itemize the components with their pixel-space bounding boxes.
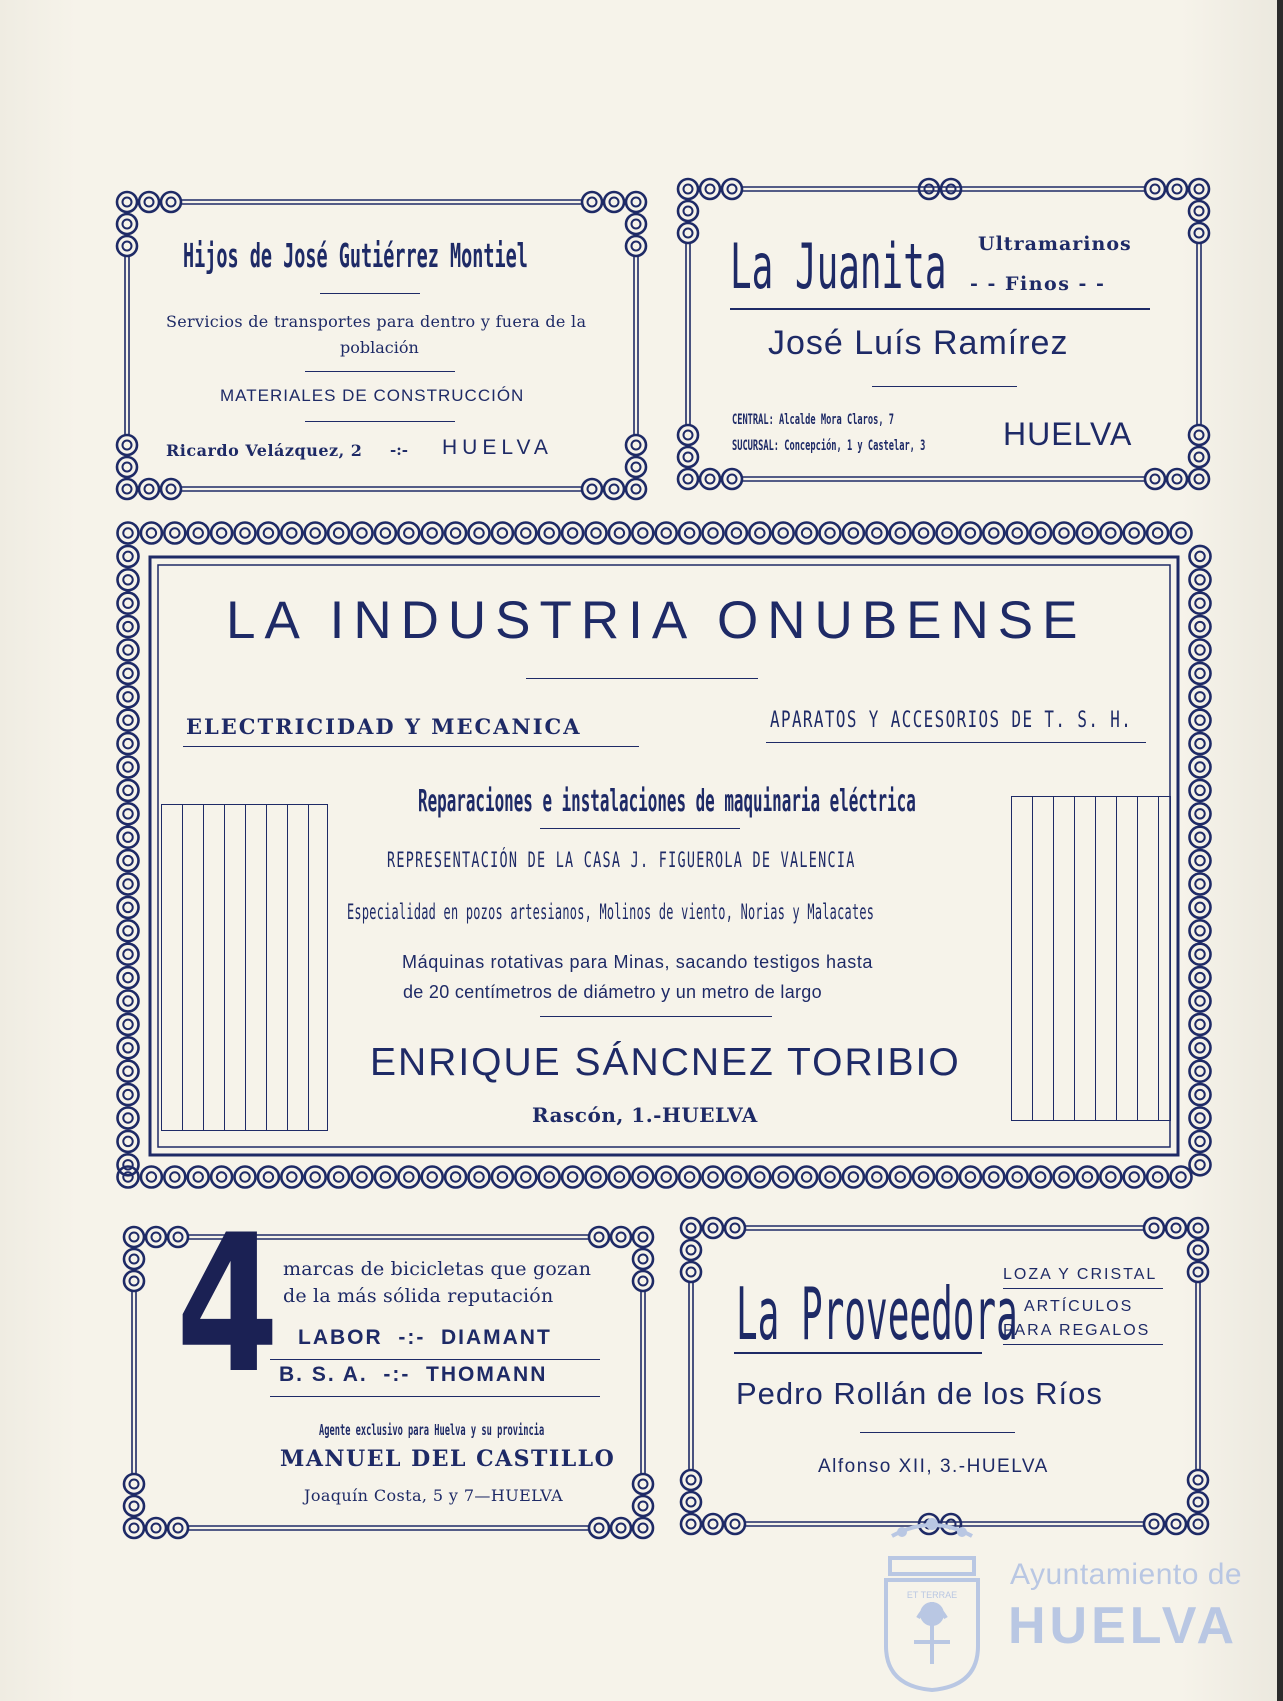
ad4-number: 4	[176, 1194, 280, 1415]
ad1-rule	[320, 293, 420, 294]
ad1-separator: -:-	[390, 441, 408, 459]
ad4-line2: de la más sólida reputación	[283, 1285, 554, 1307]
ad3-left-head: ELECTRICIDAD Y MECANICA	[186, 714, 582, 739]
ad3-rule-left	[183, 746, 639, 747]
ad3-right-head: APARATOS Y ACCESORIOS DE T. S. H.	[770, 708, 1133, 733]
ad3-left-grille	[161, 804, 328, 1131]
ad5-rule	[734, 1352, 982, 1354]
ad2-city: HUELVA	[1003, 416, 1133, 452]
ad3-line3: Especialidad en pozos artesianos, Molinos de viento, Norias y Malacates	[347, 900, 875, 924]
watermark-line1: Ayuntamiento de	[1010, 1558, 1243, 1591]
watermark-seal-text: ET TERRAE	[906, 1590, 958, 1600]
ad2-tag2: - - Finos - -	[970, 273, 1106, 295]
ad5-rule-tag3	[1003, 1344, 1163, 1345]
ad1-city: HUELVA	[442, 436, 553, 459]
ad3-right-grille	[1011, 796, 1171, 1121]
ad3-line5: de 20 centímetros de diámetro y un metro de largo	[403, 982, 822, 1002]
ad4-brands2: B. S. A. -:- THOMANN	[279, 1363, 548, 1386]
ad2-tag1: Ultramarinos	[978, 233, 1132, 255]
ad2-rule2	[872, 386, 1017, 387]
ad4-rule1	[270, 1359, 600, 1360]
ad3-line1: Reparaciones e instalaciones de maquinaria eléctrica	[418, 784, 916, 819]
ad1-rule2	[305, 371, 455, 372]
ad3-rule3	[540, 1016, 772, 1017]
ad5-rule-tag1	[1003, 1288, 1163, 1289]
ad2-rule	[730, 308, 1150, 310]
watermark-crest-icon	[872, 1514, 992, 1694]
ad3-line4: Máquinas rotativas para Minas, sacando testigos hasta	[402, 952, 874, 972]
ad3-address: Rascón, 1.-HUELVA	[532, 1103, 758, 1127]
ad5-owner: Pedro Rollán de los Ríos	[736, 1376, 1103, 1411]
ad3-owner: ENRIQUE SÁNCNEZ TORIBIO	[370, 1041, 961, 1084]
ad2-name: La Juanita	[730, 230, 947, 303]
ad5-tag1: LOZA Y CRISTAL	[1003, 1266, 1158, 1283]
ad4-address: Joaquín Costa, 5 y 7—HUELVA	[304, 1486, 564, 1505]
ad3-rule	[526, 678, 758, 679]
ad4-agent: Agente exclusivo para Huelva y su provincia	[319, 1421, 545, 1439]
ad2-central: CENTRAL: Alcalde Mora Claros, 7	[732, 412, 895, 428]
ad5-rule2	[860, 1432, 1015, 1433]
ad1-title: Hijos de José Gutiérrez Montiel	[183, 236, 528, 275]
ad4-brands1: LABOR -:- DIAMANT	[298, 1326, 552, 1349]
ad5-tag3: PARA REGALOS	[1003, 1322, 1151, 1339]
ad4-line1: marcas de bicicletas que gozan	[283, 1258, 592, 1280]
ad1-line1: Servicios de transportes para dentro y fuera de la	[166, 312, 587, 331]
ad1-line2: población	[340, 338, 419, 357]
ad3-title: LA INDUSTRIA ONUBENSE	[226, 591, 1087, 650]
ad2-owner: José Luís Ramírez	[768, 324, 1069, 362]
ad1-rule3	[305, 421, 455, 422]
ad3-line2: REPRESENTACIÓN DE LA CASA J. FIGUEROLA DE VALENCIA	[387, 848, 856, 872]
watermark-line2: HUELVA	[1008, 1597, 1239, 1655]
ad5-address: Alfonso XII, 3.-HUELVA	[818, 1456, 1049, 1477]
ad5-tag2: ARTÍCULOS	[1024, 1298, 1134, 1315]
ad1-materials: MATERIALES DE CONSTRUCCIÓN	[220, 386, 525, 405]
ad2-sucursal: SUCURSAL: Concepción, 1 y Castelar, 3	[732, 438, 926, 454]
ad5-name: La Proveedora	[736, 1272, 1018, 1356]
ad3-rule2	[540, 828, 740, 829]
ad3-rule-right	[766, 742, 1146, 743]
ad1-address: Ricardo Velázquez, 2	[166, 441, 363, 460]
ad4-name: MANUEL DEL CASTILLO	[280, 1446, 616, 1472]
ad4-rule2	[270, 1396, 600, 1397]
